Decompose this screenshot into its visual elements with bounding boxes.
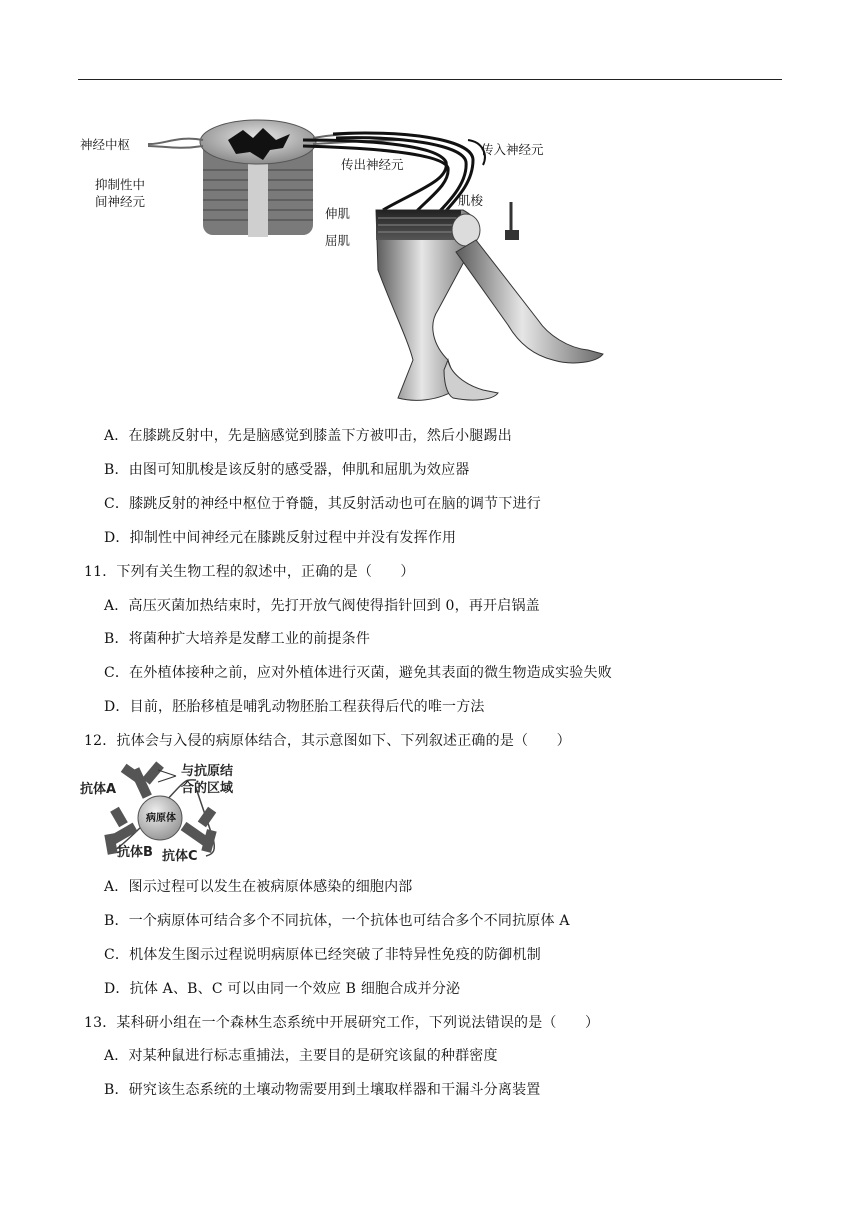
q10-option-c: C．膝跳反射的神经中枢位于脊髓，其反射活动也可在脑的调节下进行: [104, 496, 541, 512]
label-inhibitory-interneuron-1: 抑制性中: [95, 177, 146, 192]
label-pathogen: 病原体: [146, 813, 176, 824]
q12-option-b: B．一个病原体可结合多个不同抗体，一个抗体也可结合多个不同抗原体 A: [104, 913, 570, 929]
q12-option-d: D．抗体 A、B、C 可以由同一个效应 B 细胞合成并分泌: [104, 981, 461, 997]
label-antibody-b: 抗体B: [117, 845, 153, 860]
header-rule: [78, 79, 782, 80]
q12-stem: 12．抗体会与入侵的病原体结合，其示意图如下、下列叙述正确的是（ ）: [84, 733, 571, 749]
reflex-hammer: [505, 202, 519, 240]
spinal-cord: [200, 120, 316, 237]
q10-option-a: A．在膝跳反射中，先是脑感觉到膝盖下方被叩击，然后小腿踢出: [104, 428, 512, 444]
q11-option-b: B．将菌种扩大培养是发酵工业的前提条件: [104, 631, 371, 647]
q13-stem: 13．某科研小组在一个森林生态系统中开展研究工作，下列说法错误的是（ ）: [84, 1015, 600, 1031]
q13-option-b: B．研究该生态系统的土壤动物需要用到土壤取样器和干漏斗分离装置: [104, 1082, 541, 1098]
label-nerve-center: 神经中枢: [80, 137, 131, 152]
label-muscle-spindle: 肌梭: [458, 193, 484, 208]
q11-option-d: D．目前，胚胎移植是哺乳动物胚胎工程获得后代的唯一方法: [104, 699, 485, 715]
leg: [376, 210, 603, 400]
q13-option-a: A．对某种鼠进行标志重捕法，主要目的是研究该鼠的种群密度: [104, 1048, 498, 1064]
label-afferent-neuron: 传入神经元: [481, 142, 544, 157]
antibody-c-shape: [181, 807, 217, 853]
q12-option-c: C．机体发生图示过程说明病原体已经突破了非特异性免疫的防御机制: [104, 947, 541, 963]
label-antibody-c: 抗体C: [162, 849, 198, 864]
label-inhibitory-interneuron-2: 间神经元: [95, 194, 146, 209]
label-extensor: 伸肌: [325, 206, 351, 221]
antibody-a-shape: [121, 761, 164, 798]
q12-option-a: A．图示过程可以发生在被病原体感染的细胞内部: [104, 879, 413, 895]
label-binding-region-2: 合的区域: [181, 781, 234, 796]
label-flexor: 屈肌: [325, 233, 351, 248]
q11-stem: 11．下列有关生物工程的叙述中，正确的是（ ）: [84, 564, 415, 580]
label-efferent-neuron: 传出神经元: [341, 157, 404, 172]
label-binding-region-1: 与抗原结: [181, 764, 234, 779]
q10-option-d: D．抑制性中间神经元在膝跳反射过程中并没有发挥作用: [104, 530, 457, 546]
q11-option-a: A．高压灭菌加热结束时，先打开放气阀使得指针回到 0，再开启锅盖: [104, 598, 540, 614]
q10-option-b: B．由图可知肌梭是该反射的感受器，伸肌和屈肌为效应器: [104, 462, 470, 478]
q11-option-c: C．在外植体接种之前，应对外植体进行灭菌，避免其表面的微生物造成实验失败: [104, 665, 612, 681]
label-antibody-a: 抗体A: [80, 782, 117, 797]
